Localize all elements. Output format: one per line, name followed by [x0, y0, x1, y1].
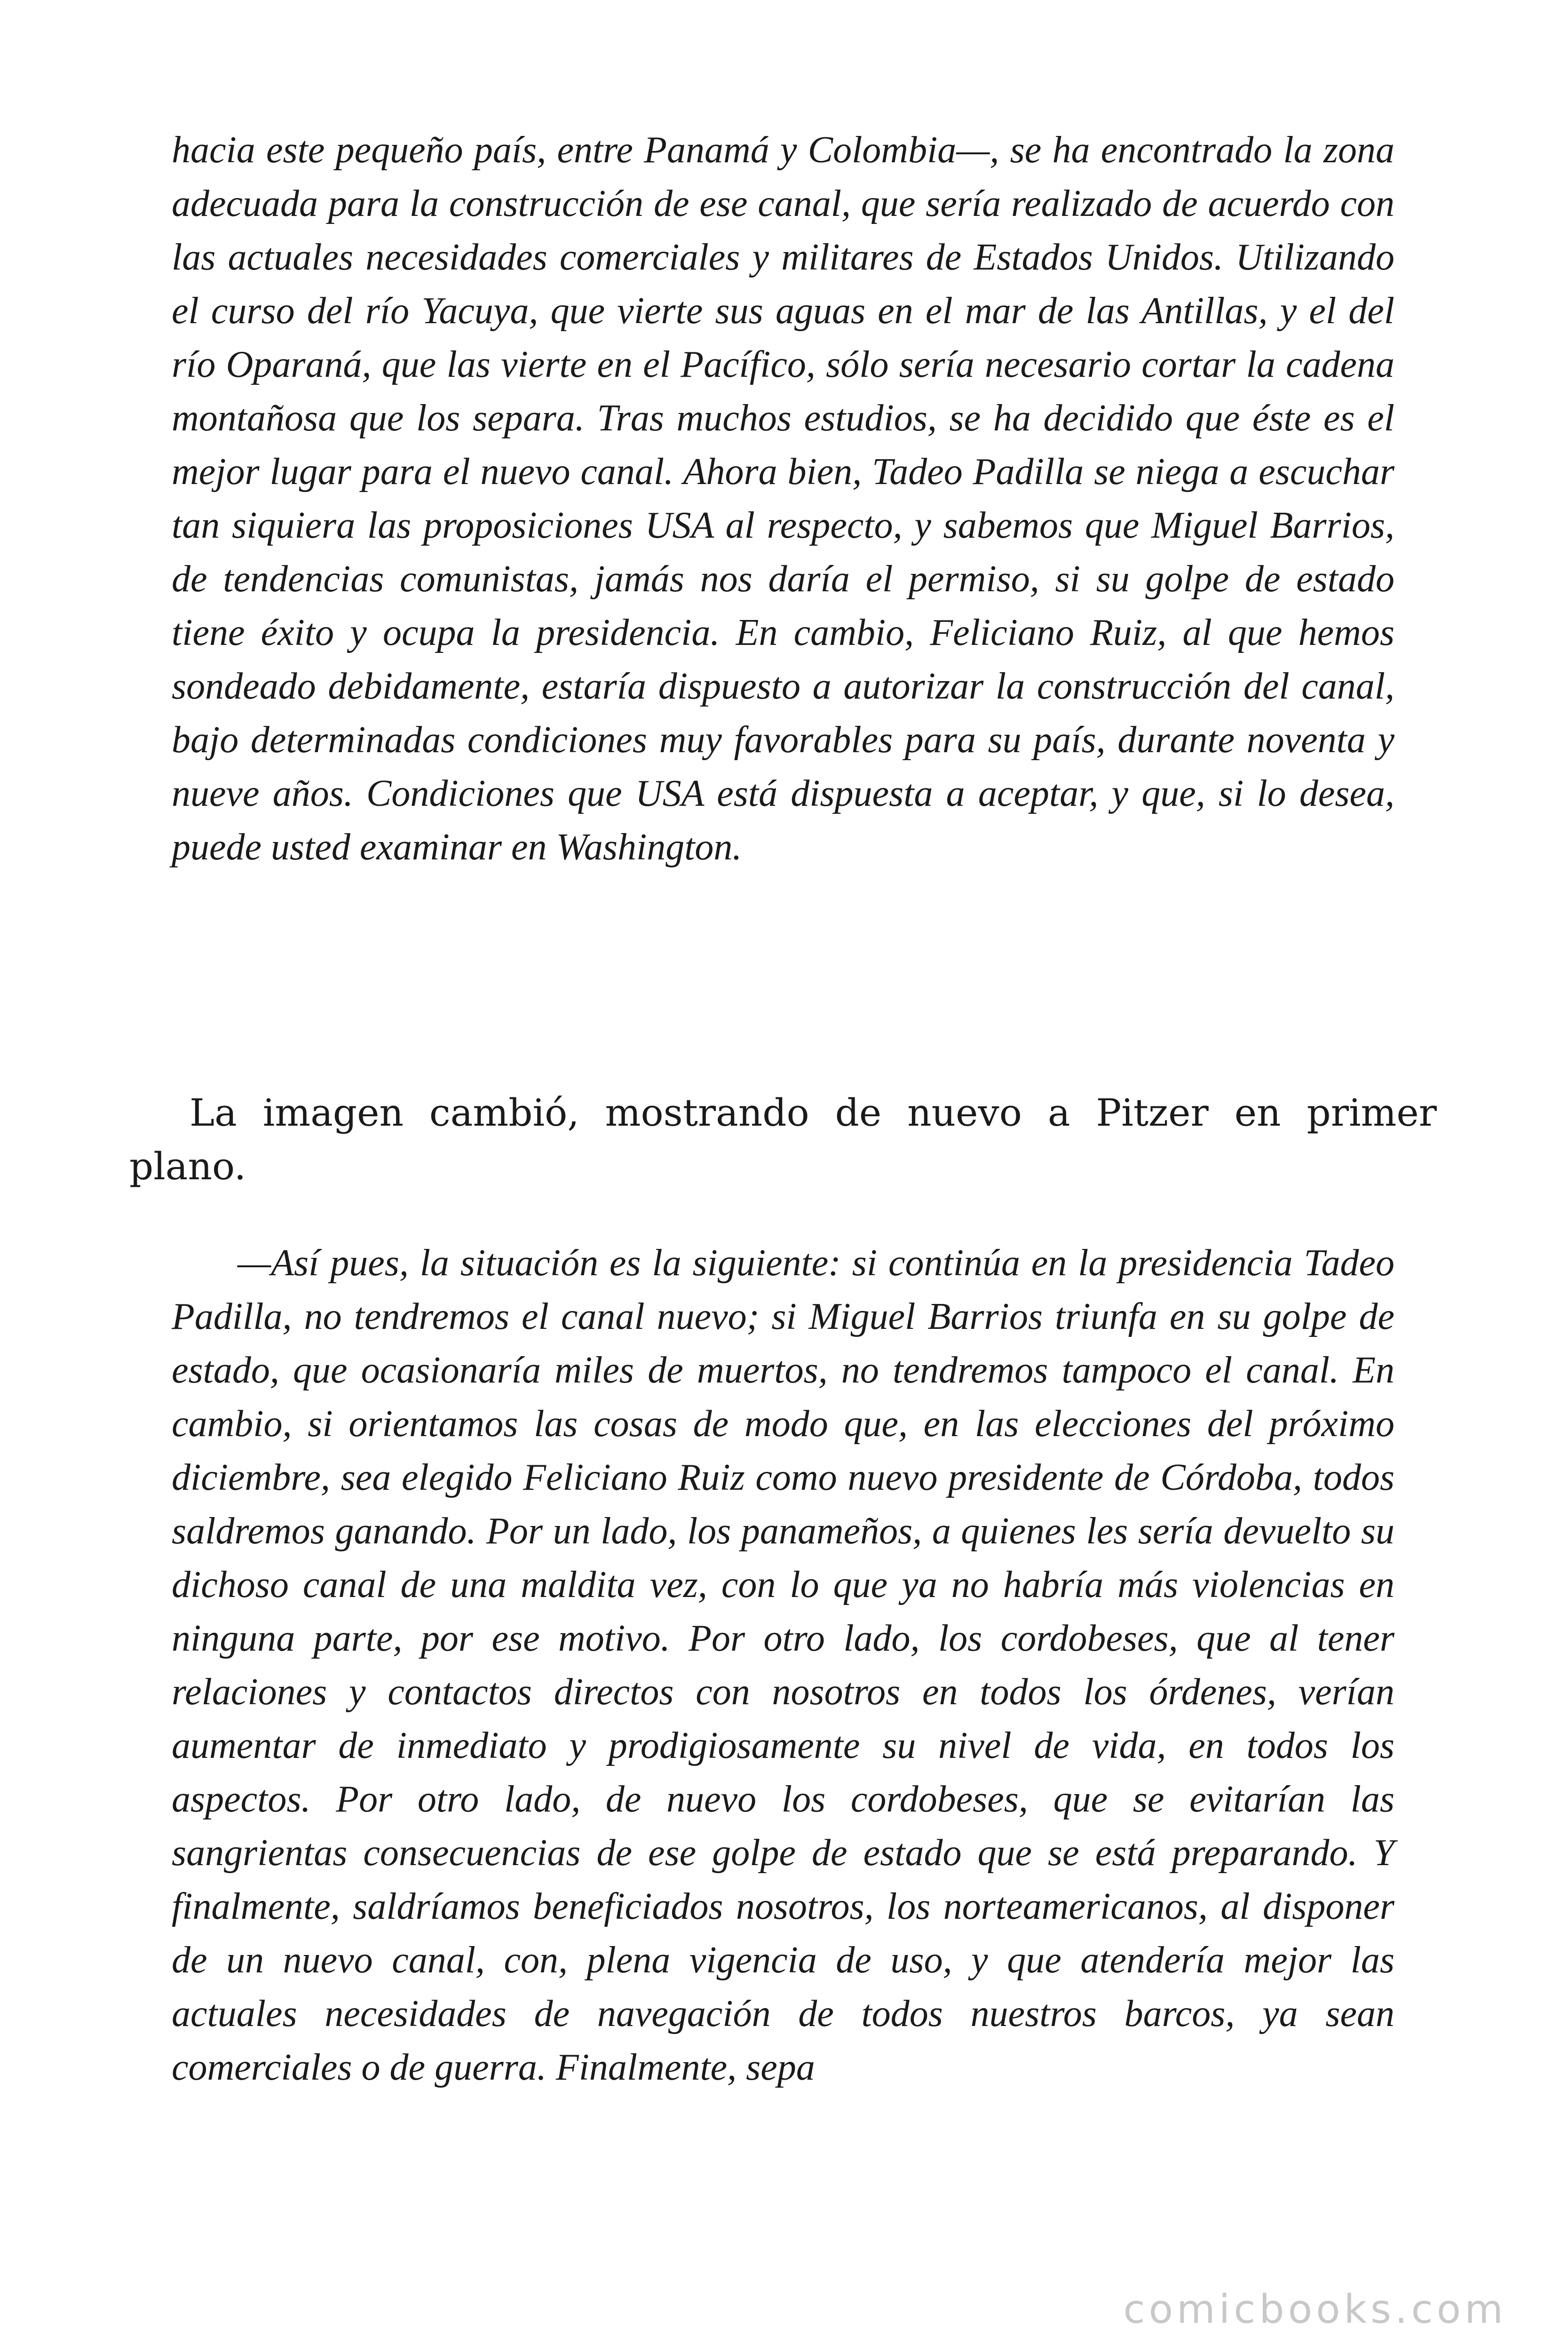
- quote-2-text: —Así pues, la situación es la siguiente: si continúa en la presidencia Tadeo Padilla, no tendremos el canal nuevo; si Miguel Barrios triunfa en su golpe de estado, que ocasionaría miles de muertos, no tendremos tampoco el canal. En cambio, si orientamos las cosas de modo que, en las elecciones del próximo diciembre, sea elegido Feliciano Ruiz como nuevo presidente de Córdoba, todos saldremos ganando. Por un lado, los panameños, a quienes les sería devuelto su dichoso canal de una maldita vez, con lo que ya no habría más violencias en ninguna parte, por ese motivo. Por otro lado, los cordobeses, que al tener relaciones y contactos directos con nosotros en todos los órdenes, verían aumentar de inmediato y prodigiosamente su nivel de vida, en todos los aspectos. Por otro lado, de nuevo los cordobeses, que se evitarían las sangrientas consecuencias de ese golpe de estado que se está preparando. Y finalmente, saldríamos beneficiados nosotros, los norteamericanos, al disponer de un nuevo canal, con, plena vigencia de uso, y que atendería mejor las actuales necesidades de navegación de todos nuestros barcos, ya sean comerciales o de guerra. Finalmente, sepa: [172, 1242, 1394, 2088]
- italic-quote-paragraph-1: hacia este pequeño país, entre Panamá y Colombia—, se ha encontrado la zona adecuada para la construcción de ese canal, que sería realizado de acuerdo con las actuales necesidades comerciales y militares de Estados Unidos. Utilizando el curso del río Yacuya, que vierte sus aguas en el mar de las Antillas, y el del río Oparaná, que las vierte en el Pacífico, sólo sería necesario cortar la cadena montañosa que los separa. Tras muchos estudios, se ha decidido que éste es el mejor lugar para el nuevo canal. Ahora bien, Tadeo Padilla se niega a escuchar tan siquiera las proposiciones USA al respecto, y sabemos que Miguel Barrios, de tendencias comunistas, jamás nos daría el permiso, si su golpe de estado tiene éxito y ocupa la presidencia. En cambio, Feliciano Ruiz, al que hemos sondeado debidamente, estaría dispuesto a autorizar la construcción del canal, bajo determinadas condiciones muy favorables para su país, durante noventa y nueve años. Condiciones que USA está dispuesta a aceptar, y que, si lo desea, puede usted examinar en Washington.: [172, 129, 1394, 868]
- narration-paragraph: [129, 1086, 1437, 1193]
- narration-text: La imagen cambió, mostrando de nuevo a Pitzer en primer plano.: [129, 1091, 1437, 1188]
- watermark: comicbooks.com: [1123, 2286, 1507, 2332]
- italic-quote-paragraph-2: [172, 1236, 1394, 2094]
